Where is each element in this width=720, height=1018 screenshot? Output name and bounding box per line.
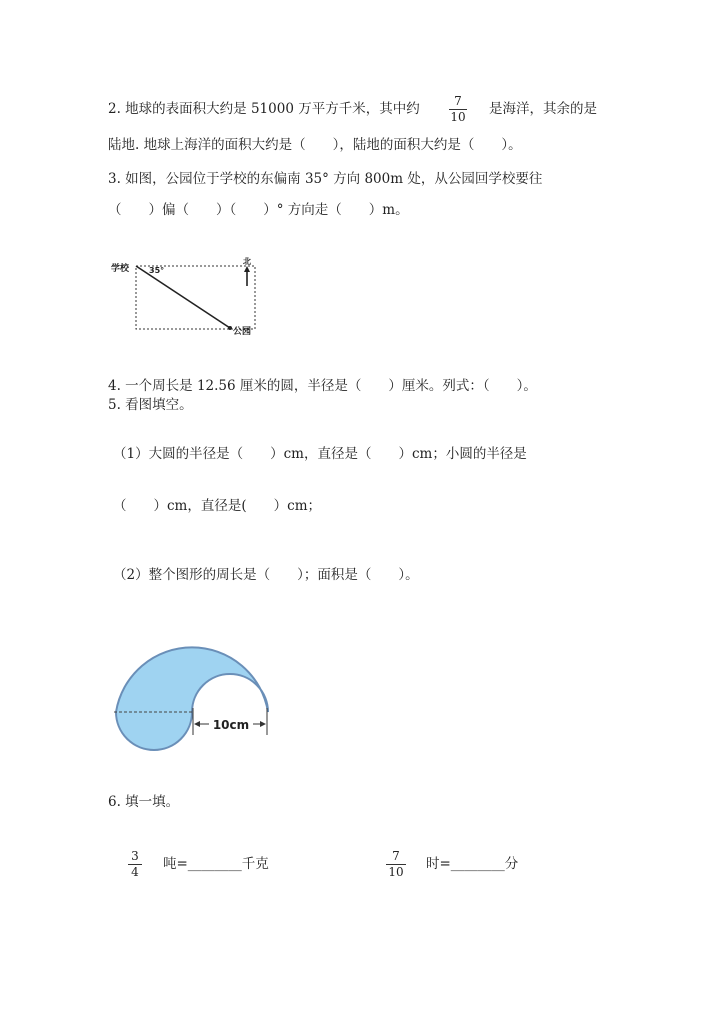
q5-circle-figure <box>105 630 285 760</box>
q2-fraction-denominator: 10 <box>450 110 466 124</box>
q2-line2-text: 陆地. 地球上海洋的面积大约是（ ），陆地的面积大约是（ ）。 <box>108 137 522 153</box>
dimension-arrow-right-icon <box>260 721 266 727</box>
q4-text: 4. 一个周长是 12.56 厘米的圆，半径是（ ）厘米。列式：（ ）。 <box>108 378 537 394</box>
dimension-arrow-left-icon <box>194 721 200 727</box>
q2-fraction <box>449 95 467 124</box>
q6-item1-numerator: 3 <box>131 849 139 863</box>
north-label: 北 <box>243 257 251 266</box>
dashed-rectangle <box>136 266 255 329</box>
q3-line1-text: 3. 如图，公园位于学校的东偏南 35° 方向 800m 处，从公园回学校要往 <box>108 171 543 187</box>
q5-part1-line2: （ ）cm，直径是( ）cm； <box>113 498 321 514</box>
dimension-label: 10cm <box>212 718 250 732</box>
q6-item1-text: 吨=________千克 <box>163 856 269 872</box>
q6-item2-denominator: 10 <box>388 865 404 879</box>
school-label: 学校 <box>111 264 130 274</box>
park-point <box>228 326 232 330</box>
school-park-line <box>136 266 230 328</box>
q5-part1-line1: （1）大圆的半径是（ ）cm，直径是（ ）cm；小圆的半径是 <box>113 446 527 462</box>
north-arrow-icon <box>244 266 250 272</box>
park-label: 公园 <box>233 327 252 337</box>
angle-label: 35° <box>149 266 165 275</box>
q5-title: 5. 看图填空。 <box>108 397 193 413</box>
q6-item2-fraction <box>386 850 406 879</box>
q2-line1-text-a: 2. 地球的表面积大约是 51000 万平方千米，其中约 <box>108 101 420 117</box>
q5-part2-text: （2）整个图形的周长是（ ）；面积是（ ）。 <box>113 567 419 583</box>
q6-item1-denominator: 4 <box>131 865 139 879</box>
q3-direction-diagram <box>105 250 265 340</box>
q6-item2-numerator: 7 <box>392 849 400 863</box>
shaded-shape <box>116 647 268 750</box>
q6-item1-fraction <box>128 850 142 879</box>
q3-line2-text: （ ）偏（ ）（ ）° 方向走（ ）m。 <box>108 202 409 218</box>
q2-fraction-numerator: 7 <box>454 94 462 108</box>
q2-line1-text-b: 是海洋，其余的是 <box>489 101 597 117</box>
q6-title: 6. 填一填。 <box>108 794 180 810</box>
q6-item2-text: 时=________分 <box>426 856 519 872</box>
